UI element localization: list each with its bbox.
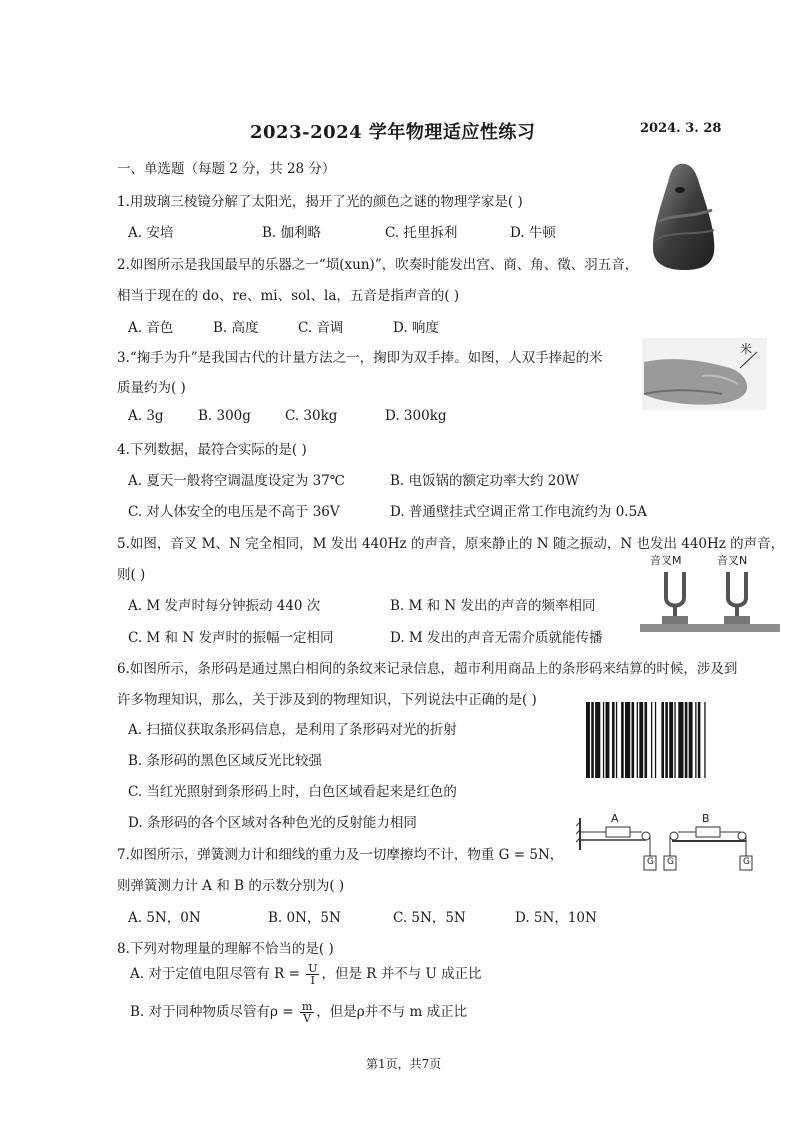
barcode-stripe <box>698 702 701 778</box>
scale-a-label: A <box>611 812 619 825</box>
scale-b-label: B <box>702 812 710 825</box>
q8-option-b-fraction <box>300 1001 314 1024</box>
barcode-stripe <box>661 702 664 778</box>
barcode-stripe <box>655 702 656 778</box>
q4-stem: 4.下列数据，最符合实际的是( ) <box>117 442 307 458</box>
barcode-stripe <box>645 702 648 778</box>
barcode-stripe <box>603 702 604 778</box>
barcode-stripe <box>678 702 683 778</box>
barcode-stripe <box>685 702 688 778</box>
q5-option-d: D. M 发出的声音无需介质就能传播 <box>390 630 603 646</box>
rice-label: 米 <box>740 342 753 356</box>
q1-stem: 1.用玻璃三棱镜分解了太阳光，揭开了光的颜色之谜的物理学家是( ) <box>117 194 523 210</box>
barcode-stripe <box>665 702 668 778</box>
q2-option-b: B. 高度 <box>213 320 259 336</box>
barcode-stripe <box>651 702 652 778</box>
q7-stem-line1: 7.如图所示，弹簧测力计和细线的重力及一切摩擦均不计，物重 G = 5N， <box>117 847 564 863</box>
q8-option-b-suffix: ，但是ρ并不与 m 成正比 <box>316 1004 468 1020</box>
barcode-stripe <box>612 702 615 778</box>
barcode-stripe <box>606 702 610 778</box>
barcode-stripe <box>669 702 673 778</box>
barcode-stripe <box>637 702 638 778</box>
q8-option-b-numerator: m <box>301 1000 313 1013</box>
barcode-stripe <box>632 702 635 778</box>
barcode-stripe <box>595 702 600 778</box>
q5-stem-line1: 5.如图，音叉 M、N 完全相同，M 发出 440Hz 的声音，原来静止的 N 随之振动，N 也发出 440Hz 的声音， <box>117 536 785 552</box>
q3-option-b: B. 300g <box>198 408 251 424</box>
q6-option-b: B. 条形码的黑色区域反光比较强 <box>128 753 323 769</box>
q8-option-a-numerator: U <box>308 962 318 975</box>
barcode-stripe <box>616 702 617 778</box>
q8-option-a-suffix: ，但是 R 并不与 U 成正比 <box>321 966 482 982</box>
q2-option-a: A. 音色 <box>128 320 174 336</box>
q8-option-b-denominator: V <box>303 1012 312 1025</box>
q3-stem-line2: 质量约为( ) <box>117 380 186 396</box>
q6-option-c: C. 当红光照射到条形码上时，白色区域看起来是红色的 <box>128 784 457 800</box>
q8-option-b <box>130 1000 467 1024</box>
page-title: 2023-2024 学年物理适应性练习 <box>250 122 536 143</box>
page-footer: 第1页，共7页 <box>366 1057 442 1071</box>
q1-option-b: B. 伽利略 <box>262 225 322 241</box>
q2-option-d: D. 响度 <box>393 320 439 336</box>
barcode-stripe <box>689 702 693 778</box>
q6-stem-line1: 6.如图所示，条形码是通过黑白相间的条纹来记录信息，超市利用商品上的条形码来结算的时候，涉及到 <box>117 661 738 677</box>
q8-option-a-denominator: I <box>310 974 315 987</box>
q2-option-c: C. 音调 <box>298 320 344 336</box>
q7-option-d: D. 5N，10N <box>515 910 597 926</box>
tuning-fork-n-label: 音叉N <box>717 554 748 567</box>
q8-option-a <box>130 962 482 986</box>
q1-option-a: A. 安培 <box>128 225 174 241</box>
q6-option-d: D. 条形码的各个区域对各种色光的反射能力相同 <box>128 815 417 831</box>
q8-option-b-prefix: B. 对于同种物质尽管有ρ = <box>130 1004 298 1020</box>
q5-option-c: C. M 和 N 发声时的振幅一定相同 <box>128 630 334 646</box>
barcode-stripe <box>704 702 705 778</box>
q8-option-a-fraction <box>306 963 319 986</box>
barcode-stripe <box>695 702 696 778</box>
q8-option-a-prefix: A. 对于定值电阻尽管有 R = <box>130 966 305 982</box>
xun-instrument-figure <box>650 160 718 272</box>
q7-option-a: A. 5N，0N <box>128 910 201 926</box>
barcode-stripe <box>625 702 630 778</box>
q7-stem-line2: 则弹簧测力计 A 和 B 的示数分别为( ) <box>117 878 345 894</box>
q1-option-c: C. 托里拆利 <box>385 225 458 241</box>
q1-option-d: D. 牛顿 <box>510 225 556 241</box>
q6-stem-line2: 许多物理知识，那么，关于涉及到的物理知识，下列说法中正确的是( ) <box>117 692 537 708</box>
q2-stem-line1: 2.如图所示是我国最早的乐器之一“埙(xun)”，吹奏时能发出宫、商、角、徵、羽五音， <box>117 257 639 273</box>
q5-option-a: A. M 发声时每分钟振动 440 次 <box>128 598 321 614</box>
q5-option-b: B. M 和 N 发出的声音的频率相同 <box>390 598 596 614</box>
q3-stem-line1: 3.“掬手为升”是我国古代的计量方法之一，掬即为双手捧。如图，人双手捧起的米 <box>117 350 603 366</box>
q7-option-c: C. 5N，5N <box>393 910 466 926</box>
q5-stem-line2: 则( ) <box>117 567 146 583</box>
q4-option-d: D. 普通壁挂式空调正常工作电流约为 0.5A <box>390 504 647 520</box>
weight-g1-label: G <box>647 857 654 867</box>
q3-option-a: A. 3g <box>128 408 164 424</box>
q8-stem: 8.下列对物理量的理解不恰当的是( ) <box>117 941 334 957</box>
q6-option-a: A. 扫描仪获取条形码信息，是利用了条形码对光的折射 <box>128 722 457 738</box>
section-heading: 一、单选题（每题 2 分，共 28 分） <box>117 161 336 177</box>
q3-option-c: C. 30kg <box>285 408 338 424</box>
barcode-stripe <box>591 702 594 778</box>
barcode-stripe <box>674 702 675 778</box>
q4-option-a: A. 夏天一般将空调温度设定为 37℃ <box>128 473 345 489</box>
q7-option-b: B. 0N，5N <box>268 910 341 926</box>
spring-scale-figure <box>576 810 756 876</box>
tuning-forks-figure <box>640 568 780 636</box>
barcode-stripe <box>639 702 643 778</box>
exam-date: 2024. 3. 28 <box>640 121 722 136</box>
q3-option-d: D. 300kg <box>385 408 447 424</box>
weight-g3-label: G <box>743 857 750 867</box>
barcode-stripe <box>586 702 590 778</box>
barcode-stripe <box>621 702 624 778</box>
weight-g2-label: G <box>667 857 674 867</box>
q2-stem-line2: 相当于现在的 do、re、mi、sol、la，五音是指声音的( ) <box>117 288 460 304</box>
barcode-figure <box>582 700 750 780</box>
tuning-fork-m-label: 音叉M <box>650 554 682 567</box>
q4-option-c: C. 对人体安全的电压是不高于 36V <box>128 504 340 520</box>
q4-option-b: B. 电饭锅的额定功率大约 20W <box>390 473 579 489</box>
